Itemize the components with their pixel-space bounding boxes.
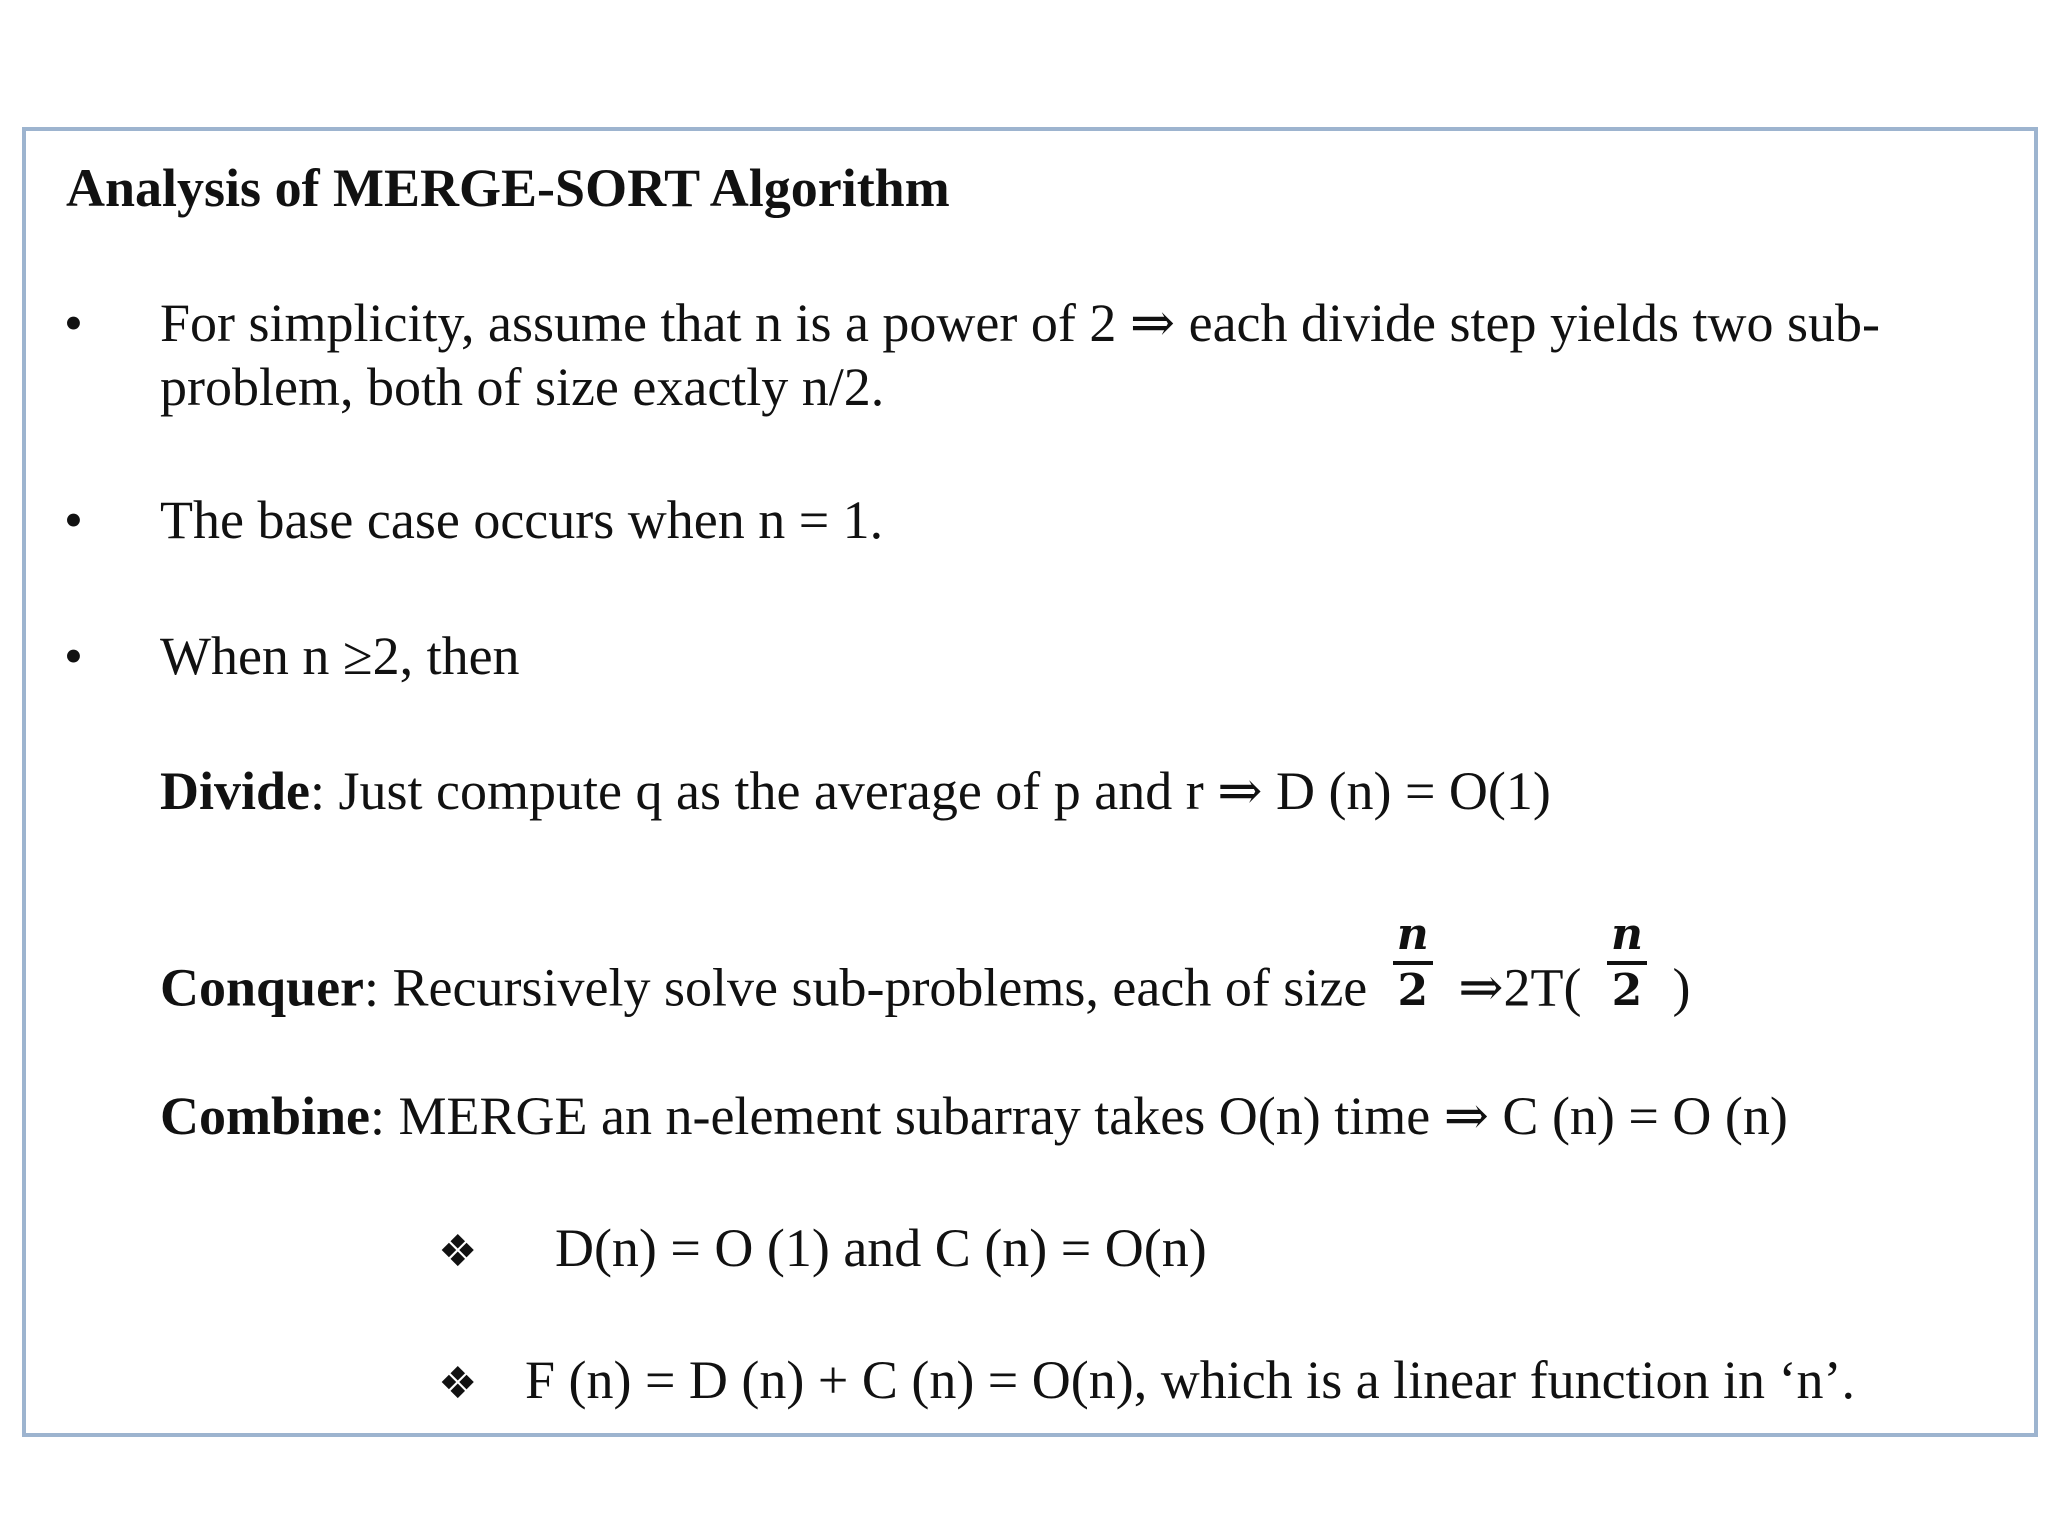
fraction-numerator: n <box>1607 909 1647 965</box>
slide-frame <box>22 127 2038 1437</box>
sub-bullet-linear-function <box>438 1348 1855 1416</box>
fraction-n-over-2 <box>1393 909 1433 1017</box>
fraction-denominator: 2 <box>1397 965 1429 1016</box>
fraction-denominator: 2 <box>1611 965 1643 1016</box>
bullet-dot: • <box>64 490 83 550</box>
combine-text: : MERGE an n-element subarray takes O(n) time ⇒ C (n) = O (n) <box>370 1086 1788 1146</box>
fraction-n-over-2-second <box>1607 909 1647 1017</box>
diamond-bullet-icon: ❖ <box>438 1358 478 1409</box>
conquer-close-paren: ) <box>1672 957 1691 1018</box>
bullet-dot: • <box>64 293 83 353</box>
conquer-line <box>160 909 1691 1047</box>
diamond-bullet-icon: ❖ <box>438 1226 478 1277</box>
sub-bullet-text: F (n) = D (n) + C (n) = O(n), which is a linear function in ‘n’. <box>524 1350 1856 1410</box>
bullet-text: The base case occurs when n = 1. <box>160 490 884 550</box>
combine-line <box>160 1084 1788 1148</box>
fraction-numerator: n <box>1393 909 1433 965</box>
bullet-dot: • <box>64 626 83 686</box>
bullet-text: For simplicity, assume that n is a power of 2 ⇒ each divide step yields two sub-problem, both of size exactly n/2. <box>160 293 1880 417</box>
sub-bullet-cost-summary <box>438 1216 1207 1284</box>
bullet-text: When n ≥2, then <box>160 626 520 686</box>
sub-bullet-text: D(n) = O (1) and C (n) = O(n) <box>554 1218 1207 1278</box>
conquer-label: Conquer <box>160 957 365 1018</box>
combine-label: Combine <box>160 1086 371 1146</box>
divide-line <box>160 759 1551 823</box>
conquer-text: : Recursively solve sub-problems, each of size <box>364 957 1368 1018</box>
conquer-arrow-text: ⇒2T( <box>1458 957 1582 1018</box>
divide-label: Divide <box>160 761 311 821</box>
divide-text: : Just compute q as the average of p and r ⇒ D (n) = O(1) <box>310 761 1551 821</box>
slide-title: Analysis of MERGE-SORT Algorithm <box>66 158 950 218</box>
